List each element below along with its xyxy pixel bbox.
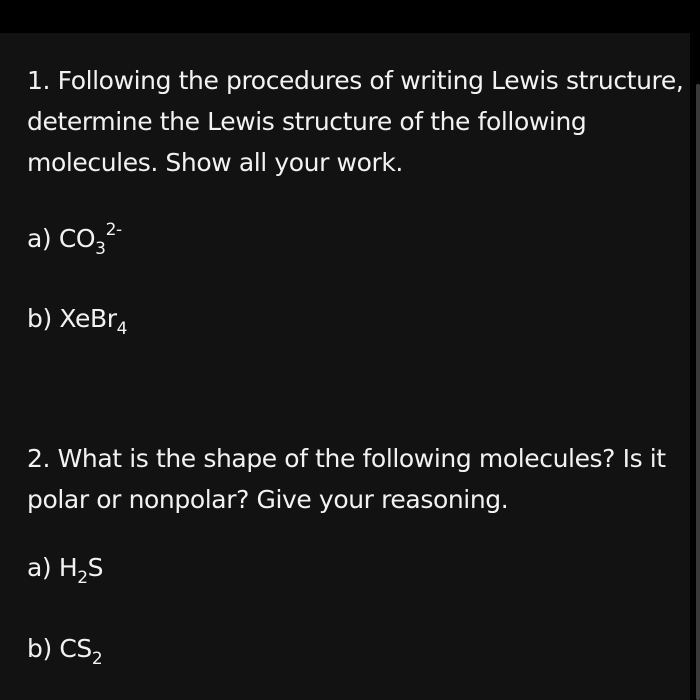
part-b-subscript: 2 — [91, 649, 103, 669]
question-2-part-b — [27, 628, 102, 673]
part-b-formula: b) CS — [27, 634, 92, 663]
part-b-subscript: 4 — [116, 319, 128, 339]
part-a-formula: a) CO — [27, 224, 96, 253]
question-1-line-1: 1. Following the procedures of writing Lewis structure, — [27, 66, 684, 95]
part-a-formula-suffix: S — [87, 553, 104, 582]
question-2-part-a — [27, 547, 103, 592]
question-2-line-2: polar or nonpolar? Give your reasoning. — [27, 485, 509, 514]
scrollbar[interactable] — [696, 84, 700, 700]
question-1-part-a — [27, 218, 122, 263]
question-2-text — [27, 438, 677, 520]
question-1-line-3: molecules. Show all your work. — [27, 148, 403, 177]
part-b-formula: b) XeBr — [27, 304, 117, 333]
part-a-formula: a) H — [27, 553, 78, 582]
question-1-part-b — [27, 298, 127, 343]
part-a-subscript: 3 — [95, 239, 106, 259]
part-a-subscript: 2 — [77, 568, 88, 588]
question-2-line-1: 2. What is the shape of the following molecules? Is it — [27, 444, 666, 473]
part-a-charge: 2- — [105, 220, 122, 240]
question-1-line-2: determine the Lewis structure of the following — [27, 107, 587, 136]
question-1-text — [27, 60, 684, 183]
